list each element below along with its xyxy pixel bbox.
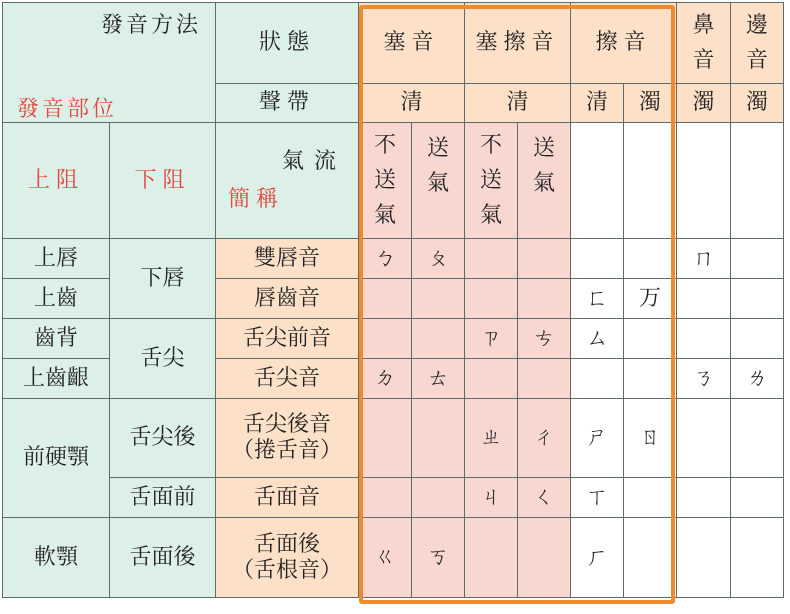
phoneme-cell: ㄒ bbox=[571, 478, 624, 518]
upper-articulator: 軟顎 bbox=[3, 518, 110, 598]
upper-articulator: 齒背 bbox=[3, 319, 110, 359]
phoneme-cell: ㄆ bbox=[412, 239, 465, 279]
lower-articulator: 舌面後 bbox=[110, 518, 216, 598]
phoneme-cell: ㄐ bbox=[465, 478, 518, 518]
row-name: 舌面音 bbox=[216, 478, 359, 518]
col-lateral: 邊 音 bbox=[731, 3, 784, 84]
row-name: 雙唇音 bbox=[216, 239, 359, 279]
phoneme-cell: ㄙ bbox=[571, 319, 624, 359]
phoneme-cell bbox=[518, 239, 571, 279]
phoneme-cell: ㄅ bbox=[359, 239, 412, 279]
phoneme-cell: ㄓ bbox=[465, 399, 518, 478]
voicing-nasal: 濁 bbox=[677, 84, 731, 123]
phoneme-cell: ㄊ bbox=[412, 359, 465, 399]
phoneme-cell bbox=[571, 239, 624, 279]
phoneme-cell: ㄍ bbox=[359, 518, 412, 598]
phoneme-cell bbox=[731, 279, 784, 319]
phoneme-cell: ㄌ bbox=[731, 359, 784, 399]
phoneme-cell bbox=[571, 359, 624, 399]
place-label: 發音部位 bbox=[17, 97, 118, 122]
phoneme-cell bbox=[465, 518, 518, 598]
phoneme-cell: ㄇ bbox=[677, 239, 731, 279]
col-fricative: 擦音 bbox=[571, 3, 677, 84]
phoneme-cell bbox=[677, 279, 731, 319]
upper-articulator-label: 上阻 bbox=[3, 123, 110, 239]
phoneme-cell: 万 bbox=[624, 279, 677, 319]
phoneme-cell bbox=[465, 239, 518, 279]
lower-articulator-label: 下阻 bbox=[110, 123, 216, 239]
phoneme-cell bbox=[677, 319, 731, 359]
phoneme-cell bbox=[359, 399, 412, 478]
vocal-cords-label: 聲帶 bbox=[216, 84, 359, 123]
row-name: 舌尖前音 bbox=[216, 319, 359, 359]
method-label: 發音方法 bbox=[100, 13, 201, 38]
upper-articulator: 上唇 bbox=[3, 239, 110, 279]
phoneme-cell bbox=[359, 478, 412, 518]
phoneme-cell bbox=[465, 359, 518, 399]
voicing-lateral: 濁 bbox=[731, 84, 784, 123]
aspiration-unaspirated: 不 送 氣 bbox=[359, 123, 412, 239]
row-name: 舌尖音 bbox=[216, 359, 359, 399]
aspiration-aspirated: 送 氣 bbox=[412, 123, 465, 239]
row-name: 舌尖後音 （捲舌音） bbox=[216, 399, 359, 478]
phoneme-cell bbox=[412, 399, 465, 478]
phoneme-cell: ㄋ bbox=[677, 359, 731, 399]
phoneme-cell: ㄘ bbox=[518, 319, 571, 359]
phoneme-cell bbox=[677, 399, 731, 478]
lower-articulator: 舌尖後 bbox=[110, 399, 216, 478]
phoneme-cell: ㄑ bbox=[518, 478, 571, 518]
col-affricate: 塞擦音 bbox=[465, 3, 571, 84]
phoneme-cell: ㄏ bbox=[571, 518, 624, 598]
upper-articulator: 前硬顎 bbox=[3, 399, 110, 518]
phoneme-cell bbox=[677, 518, 731, 598]
phoneme-cell bbox=[624, 319, 677, 359]
abbrev-label: 簡稱 bbox=[228, 187, 285, 212]
phoneme-cell: ㄔ bbox=[518, 399, 571, 478]
phoneme-cell bbox=[624, 239, 677, 279]
airflow-label: 氣流 bbox=[281, 149, 346, 174]
lower-articulator: 下唇 bbox=[110, 239, 216, 319]
phoneme-cell: ㄖ bbox=[624, 399, 677, 478]
lower-articulator: 舌面前 bbox=[110, 478, 216, 518]
phoneme-cell bbox=[731, 319, 784, 359]
airflow-abbrev-cell bbox=[216, 123, 359, 239]
phonetics-table bbox=[2, 2, 784, 598]
phoneme-cell bbox=[731, 478, 784, 518]
phoneme-cell bbox=[412, 319, 465, 359]
header-method-place bbox=[3, 3, 216, 123]
phoneme-cell bbox=[412, 478, 465, 518]
lower-articulator: 舌尖 bbox=[110, 319, 216, 399]
phoneme-cell bbox=[518, 518, 571, 598]
phoneme-cell: ㄉ bbox=[359, 359, 412, 399]
state-label: 狀態 bbox=[216, 3, 359, 84]
col-nasal: 鼻 音 bbox=[677, 3, 731, 84]
phoneme-cell bbox=[518, 359, 571, 399]
phoneme-cell bbox=[677, 478, 731, 518]
col-stop: 塞音 bbox=[359, 3, 465, 84]
voicing-fricative-voiced: 濁 bbox=[624, 84, 677, 123]
aspiration-unaspirated: 不 送 氣 bbox=[465, 123, 518, 239]
phoneme-cell: ㄗ bbox=[465, 319, 518, 359]
phoneme-cell bbox=[412, 279, 465, 319]
phoneme-cell bbox=[518, 279, 571, 319]
phoneme-cell bbox=[731, 518, 784, 598]
phoneme-cell bbox=[465, 279, 518, 319]
voicing-stop: 清 bbox=[359, 84, 465, 123]
row-name: 舌面後 （舌根音） bbox=[216, 518, 359, 598]
phoneme-cell bbox=[731, 239, 784, 279]
phoneme-cell bbox=[624, 359, 677, 399]
aspiration-aspirated: 送 氣 bbox=[518, 123, 571, 239]
row-name: 唇齒音 bbox=[216, 279, 359, 319]
phoneme-cell: ㄕ bbox=[571, 399, 624, 478]
phoneme-cell bbox=[731, 399, 784, 478]
phoneme-cell bbox=[624, 478, 677, 518]
voicing-affricate: 清 bbox=[465, 84, 571, 123]
phoneme-cell bbox=[359, 279, 412, 319]
upper-articulator: 上齒 bbox=[3, 279, 110, 319]
upper-articulator: 上齒齦 bbox=[3, 359, 110, 399]
phoneme-cell: ㄎ bbox=[412, 518, 465, 598]
phoneme-cell bbox=[624, 518, 677, 598]
phoneme-cell bbox=[359, 319, 412, 359]
voicing-fricative-voiceless: 清 bbox=[571, 84, 624, 123]
phoneme-cell: ㄈ bbox=[571, 279, 624, 319]
